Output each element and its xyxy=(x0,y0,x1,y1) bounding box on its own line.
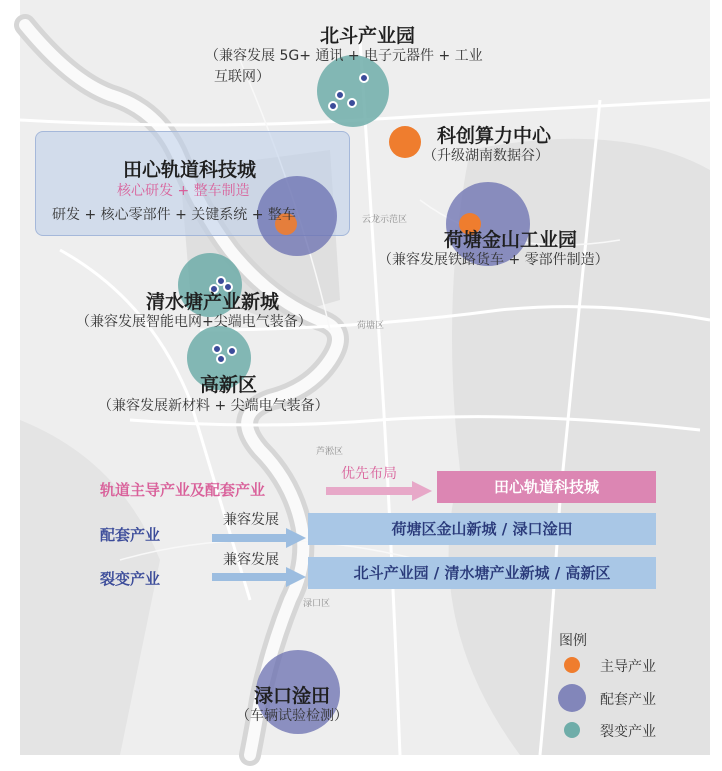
legend-swatch-fission xyxy=(564,722,580,738)
lukou-title: 渌口淦田 xyxy=(254,685,331,707)
gaoxin-title: 高新区 xyxy=(200,374,258,396)
place-yunlong: 云龙示范区 xyxy=(362,215,408,225)
hetang-desc: （兼容发展铁路货车 + 零部件制造） xyxy=(378,252,609,268)
legend-swatch-support xyxy=(558,684,586,712)
lukou-desc: （车辆试验检测） xyxy=(236,708,348,724)
flow-label-support: 配套产业 xyxy=(100,526,161,544)
legend-label-support: 配套产业 xyxy=(600,692,656,708)
tianxin-line1: 核心研发 + 整车制造 xyxy=(117,183,250,199)
beidou-desc-line2: 互联网） xyxy=(214,69,270,85)
flow-label-fission: 裂变产业 xyxy=(100,570,161,588)
beidou-desc-line1: （兼容发展 5G+ 通讯 + 电子元器件 + 工业 xyxy=(205,48,483,64)
legend-swatches xyxy=(553,650,593,750)
tianxin-line2: 研发 + 核心零部件 + 关键系统 + 整车 xyxy=(52,207,296,223)
gaoxin-desc: （兼容发展新材料 + 尖端电气装备） xyxy=(98,398,329,414)
place-lusong: 芦淞区 xyxy=(316,447,344,457)
legend-swatch-lead xyxy=(564,657,580,673)
kechuang-title: 科创算力中心 xyxy=(437,125,552,147)
legend-title: 图例 xyxy=(559,633,587,649)
beidou-title: 北斗产业园 xyxy=(320,25,416,47)
place-lukou: 渌口区 xyxy=(303,599,331,609)
place-hetang: 荷塘区 xyxy=(357,321,385,331)
qingshuitang-title: 清水塘产业新城 xyxy=(146,291,280,313)
circle-beidou-fission xyxy=(317,55,389,127)
legend-label-fission: 裂变产业 xyxy=(600,724,656,740)
arrow-right-icon xyxy=(326,480,436,502)
tianxin-title: 田心轨道科技城 xyxy=(123,159,257,181)
flow-target-fission: 北斗产业园 / 清水塘产业新城 / 高新区 xyxy=(308,557,656,589)
flow-arrowtext-rail: 优先布局 xyxy=(341,466,397,482)
flow-arrowtext-fission: 兼容发展 xyxy=(223,552,279,568)
flow-target-rail: 田心轨道科技城 xyxy=(437,471,656,503)
flow-target-support: 荷塘区金山新城 / 渌口淦田 xyxy=(308,513,656,545)
kechuang-desc: （升级湖南数据谷） xyxy=(423,148,549,164)
flow-label-rail: 轨道主导产业及配套产业 xyxy=(100,481,266,499)
flow-arrowtext-support: 兼容发展 xyxy=(223,512,279,528)
arrow-right-icon xyxy=(212,566,308,588)
qingshuitang-desc: （兼容发展智能电网+尖端电气装备） xyxy=(76,314,312,330)
hetang-title: 荷塘金山工业园 xyxy=(444,229,578,251)
legend-label-lead: 主导产业 xyxy=(600,659,656,675)
arrow-right-icon xyxy=(212,527,308,549)
circle-kechuang-lead xyxy=(389,126,421,158)
